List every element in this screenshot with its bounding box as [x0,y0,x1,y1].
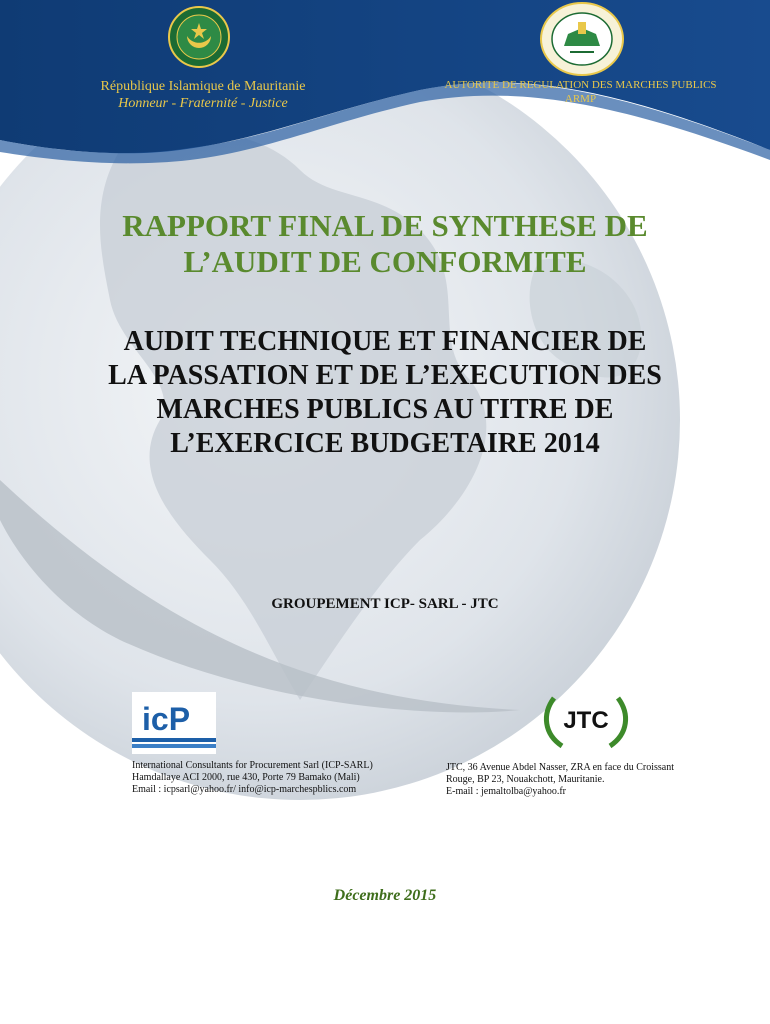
laurel-icon [540,690,632,752]
country-header [38,78,368,112]
icp-logo [132,692,216,754]
country-motto: Honneur - Fraternité - Justice [118,96,288,111]
icp-logo-icon [132,692,216,754]
icp-address: International Consultants for Procurement Sarl (ICP-SARL) Hamdallaye ACI 2000, rue 430, Porte 79 Bamako (Mali) Email : icpsarl@yahoo.fr/ info@icp-marchespblics.com [132,760,373,795]
svg-text:icP: icP [142,701,191,737]
consortium-name: GROUPEMENT ICP- SARL - JTC [271,596,499,612]
mauritania-seal-icon [168,6,230,68]
svg-text:JTC: JTC [563,707,609,734]
country-name: République Islamique de Mauritanie [100,79,306,94]
jtc-logo [540,690,632,752]
jtc-address: JTC, 36 Avenue Abdel Nasser, ZRA en face du Croissant Rouge, BP 23, Nouakchott, Mauritanie. E-mail : jemaltolba@yahoo.fr [446,762,674,797]
report-subtitle: AUDIT TECHNIQUE ET FINANCIER DE LA PASSATION ET DE L’EXECUTION DES MARCHES PUBLICS AU TITRE DE L’EXERCICE BUDGETAIRE 2014 [108,326,662,459]
authority-header [408,78,753,106]
authority-name: AUTORITE DE REGULATION DES MARCHES PUBLICS [444,79,717,91]
armp-logo-icon [540,2,624,76]
report-date: Décembre 2015 [333,887,437,904]
authority-acronym: ARMP [564,93,597,105]
report-title: RAPPORT FINAL DE SYNTHESE DE L’AUDIT DE CONFORMITE [122,208,648,279]
